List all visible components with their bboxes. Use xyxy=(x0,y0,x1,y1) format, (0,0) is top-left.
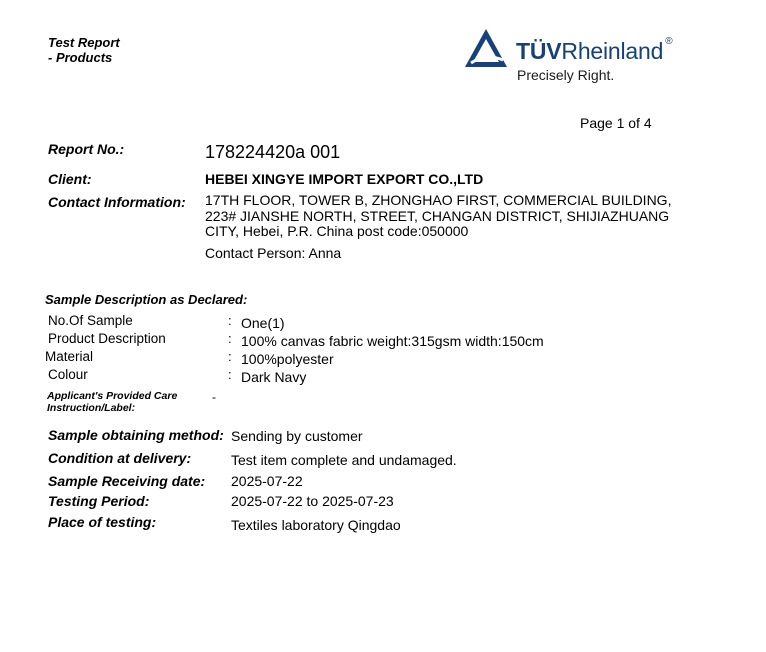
report-type-title xyxy=(48,35,120,65)
testing-value: 2025-07-22 to 2025-07-23 xyxy=(231,493,394,509)
testing-value: 2025-07-22 xyxy=(231,473,303,489)
contact-person: Contact Person: Anna xyxy=(205,245,342,261)
testing-label: Place of testing: xyxy=(48,514,157,530)
registered-mark: ® xyxy=(665,36,673,47)
sample-row-label: Material xyxy=(45,349,94,364)
client-label: Client: xyxy=(48,171,92,187)
testing-label: Sample obtaining method: xyxy=(48,427,224,443)
sample-row-value: 100%polyester xyxy=(241,351,334,367)
client-value: HEBEI XINGYE IMPORT EXPORT CO.,LTD xyxy=(205,171,484,187)
address-line: 223# JIANSHE NORTH, STREET, CHANGAN DISTRICT, SHIJIAZHUANG xyxy=(205,207,670,224)
report-no-value: 178224420a 001 xyxy=(205,142,341,162)
report-type-line2: - Products xyxy=(48,50,113,65)
testing-value: Sending by customer xyxy=(231,428,363,444)
report-no-label: Report No.: xyxy=(48,141,125,157)
sample-row-value: Dark Navy xyxy=(241,369,307,385)
testing-value: Textiles laboratory Qingdao xyxy=(231,517,401,533)
sample-row-value: 100% canvas fabric weight:315gsm width:150cm xyxy=(241,333,544,349)
tuv-rheinland-logo xyxy=(463,27,693,87)
address-line: 17TH FLOOR, TOWER B, ZHONGHAO FIRST, COMMERCIAL BUILDING, xyxy=(205,192,672,208)
logo-tagline: Precisely Right. xyxy=(517,67,615,83)
testing-value: Test item complete and undamaged. xyxy=(231,452,457,468)
care-instruction-value: - xyxy=(212,390,216,404)
sample-row-label: No.Of Sample xyxy=(48,313,133,328)
care-label-line: Applicant's Provided Care xyxy=(47,390,178,402)
contact-info-label: Contact Information: xyxy=(48,194,186,210)
sample-row-separator: : xyxy=(228,331,232,346)
testing-label: Sample Receiving date: xyxy=(48,473,206,489)
tuv-triangle-icon xyxy=(463,27,509,69)
address-line: CITY, Hebei, P.R. China post code:050000 xyxy=(205,223,469,239)
sample-row-value: One(1) xyxy=(241,315,285,331)
sample-row-label: Product Description xyxy=(48,331,166,346)
sample-row-separator: : xyxy=(228,313,232,328)
logo-brand-name: TÜVRheinland ® xyxy=(516,36,673,64)
care-instruction-label xyxy=(47,390,177,414)
report-type-line1: Test Report xyxy=(48,35,120,50)
sample-row-separator: : xyxy=(228,349,232,364)
page-indicator: Page 1 of 4 xyxy=(580,115,652,131)
sample-row-separator: : xyxy=(228,367,232,382)
testing-label: Testing Period: xyxy=(48,493,150,509)
sample-row-label: Colour xyxy=(48,367,88,382)
contact-address xyxy=(205,193,671,240)
care-label-line: Instruction/Label: xyxy=(47,402,136,414)
testing-label: Condition at delivery: xyxy=(48,450,192,466)
sample-description-title: Sample Description as Declared: xyxy=(45,292,248,307)
